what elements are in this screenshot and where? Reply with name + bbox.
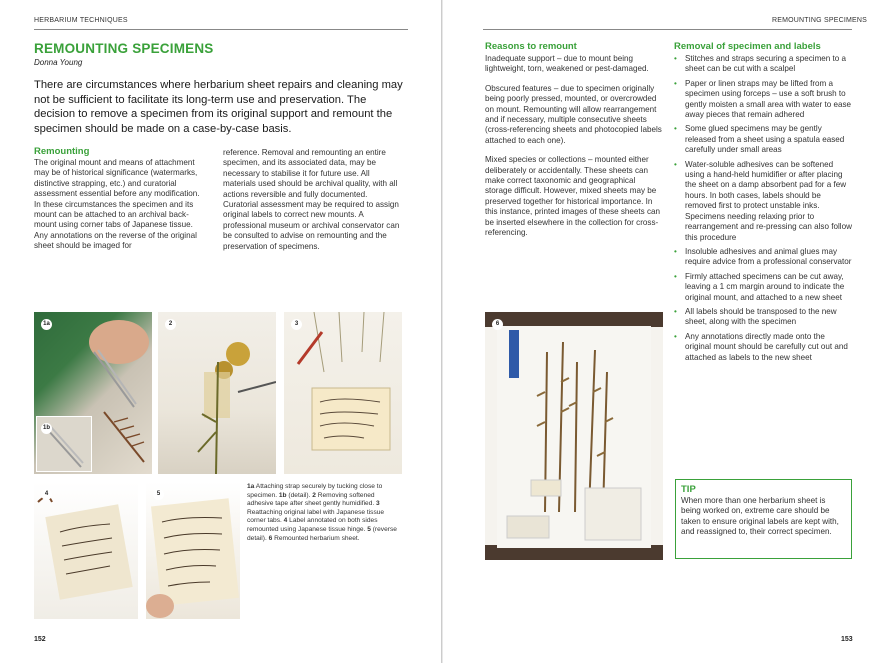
figure-badge: 1a bbox=[41, 319, 52, 330]
handwritten-label-icon bbox=[34, 482, 138, 619]
removal-list-item: • Insoluble adhesives and animal glues may require advice from a professional conservator bbox=[674, 247, 852, 268]
right-page bbox=[443, 0, 887, 663]
photo-1b-detail-inset bbox=[36, 416, 92, 472]
left-page bbox=[0, 0, 442, 663]
figure-badge: 3 bbox=[291, 319, 302, 330]
caption-label: 2 bbox=[312, 491, 316, 499]
label-with-brush-icon bbox=[284, 312, 402, 474]
caption-label: 5 bbox=[367, 525, 371, 533]
figure-badge: 4 bbox=[41, 489, 52, 500]
caption-label: 6 bbox=[268, 534, 273, 542]
caption-text: Attaching strap securely by tucking close to specimen. bbox=[247, 483, 383, 499]
section-heading: Remounting bbox=[34, 146, 90, 157]
caption-label: 1a bbox=[247, 483, 255, 490]
article-title: REMOUNTING SPECIMENS bbox=[34, 41, 214, 56]
removal-list bbox=[674, 54, 852, 367]
flower-specimen-icon bbox=[158, 312, 276, 474]
tip-title: TIP bbox=[681, 484, 696, 495]
photo-6-remounted-sheet bbox=[485, 312, 663, 560]
caption-label: 4 bbox=[283, 517, 288, 525]
reason-paragraph: Mixed species or collections – mounted either deliberately or accidentally. These sheets can make correct taxonomic and geographical storage difficult. However, mixed sheets may be preserved together for historical importance. In this instance, printed images of these sheets can be inserted elsewhere in the collection for cross-referencing. bbox=[485, 155, 661, 238]
tip-box bbox=[675, 479, 852, 559]
caption-text: Reattaching original label with Japanese tissue corner tabs. bbox=[247, 508, 385, 525]
figure-badge: 5 bbox=[153, 489, 164, 500]
reason-paragraph: Obscured features – due to specimen originally being poorly pressed, mounted, or overcrowded on mount. Remounting will allow rearrangement and if necessary, multiple consecutive sheets (cross-referencing sheets and photocopied labels attached to each one). bbox=[485, 83, 662, 145]
photo-2-adhesive-removal bbox=[158, 312, 276, 474]
removal-list-item: • All labels should be transposed to the new sheet, along with the specimen bbox=[674, 307, 852, 328]
removal-list-item: • Firmly attached specimens can be cut away, leaving a 1 cm margin around to indicate the original mount, and attached to a new sheet bbox=[674, 272, 852, 303]
photo-3-label-reattaching bbox=[284, 312, 402, 474]
removal-list-item: • Stitches and straps securing a specimen to a sheet can be cut with a scalpel bbox=[674, 54, 852, 75]
page-number: 153 bbox=[841, 636, 853, 643]
running-head: HERBARIUM TECHNIQUES bbox=[34, 17, 128, 24]
page-number: 152 bbox=[34, 636, 46, 643]
reasons-heading: Reasons to remount bbox=[485, 41, 577, 52]
figure-badge: 6 bbox=[492, 319, 503, 330]
removal-list-item: • Paper or linen straps may be lifted from a specimen using forceps – use a soft brush to gently moisten a small area with water to ease away pieces that remain adhered bbox=[674, 79, 852, 121]
intro-paragraph: There are circumstances where herbarium sheet repairs and cleaning may not be sufficient to facilitate its long-term use and preservation. The decision to remove a specimen from its original support and remount the specimen should be made on a case-by-case basis. bbox=[34, 79, 403, 135]
reason-paragraph: Inadequate support – due to mount being lightweight, torn, weakened or pest-damaged. bbox=[485, 54, 649, 74]
figure-badge: 2 bbox=[165, 319, 176, 330]
caption-text: (reverse detail). bbox=[247, 525, 397, 542]
caption-label: 3 bbox=[376, 500, 380, 508]
removal-list-item: • Water-soluble adhesives can be softened using a hand-held humidifier or after placing the sheet on a damp absorbent pad for a few hours. In both cases, labels should be removed first to protect unstable inks. Specimens needing relaxing prior to rearrangement and re-pressing can also follow this procedure bbox=[674, 160, 852, 243]
photo-1a-strap-attachment bbox=[34, 312, 152, 474]
running-head: REMOUNTING SPECIMENS bbox=[772, 17, 868, 24]
header-rule bbox=[34, 29, 408, 30]
figure-badge: 1b bbox=[41, 423, 52, 434]
removal-list-item: • Any annotations directly made onto the original mount should be carefully cut out and attached as labels to the new sheet bbox=[674, 332, 852, 363]
removal-list-item: • Some glued specimens may be gently released from a sheet using a spatula eased carefully under small areas bbox=[674, 124, 852, 155]
caption-text: Label annotated on both sides remounted using Japanese tissue hinge. bbox=[247, 517, 378, 533]
caption-text: Remounted herbarium sheet. bbox=[272, 534, 360, 542]
body-column-1: The original mount and means of attachment may be of historical significance (watermarks, distinctive strapping, etc.) and curatorial assessment essential before any modification. In these circumstances the specimen and its mount can be attached to an archival back-mount using corner tabs of Japanese tissue. Any annotations on the reverse of the original sheet should be imaged for bbox=[34, 158, 200, 251]
author: Donna Young bbox=[34, 58, 83, 67]
photo-5-reverse-detail bbox=[146, 482, 240, 619]
label-reverse-icon bbox=[146, 482, 240, 619]
caption-text: Removing softened adhesive tape after sheet gently humidified. bbox=[247, 491, 377, 508]
removal-heading: Removal of specimen and labels bbox=[674, 41, 821, 52]
caption-text: (detail). bbox=[286, 491, 313, 499]
figure-caption bbox=[247, 483, 399, 543]
caption-label: 1b bbox=[278, 491, 287, 499]
body-column-2: reference. Removal and remounting an entire specimen, and its associated data, may be necessary to stabilise it for future use. All materials used should be archival quality, with all actions reversible and fully documented. Curatorial assessment may be required to assign original labels to correct new mounts. A professional museum or archival conservator can be consulted to advise on remounting and the preservation of specimens. bbox=[223, 148, 400, 251]
tip-text: When more than one herbarium sheet is being worked on, extreme care should be taken to ensure original labels are kept with, and reassigned to, their correct specimen. bbox=[681, 496, 839, 537]
herbarium-sheet-icon bbox=[485, 312, 663, 560]
photo-4-annotated-label bbox=[34, 482, 138, 619]
reasons-column bbox=[485, 54, 663, 239]
header-rule bbox=[483, 29, 852, 30]
